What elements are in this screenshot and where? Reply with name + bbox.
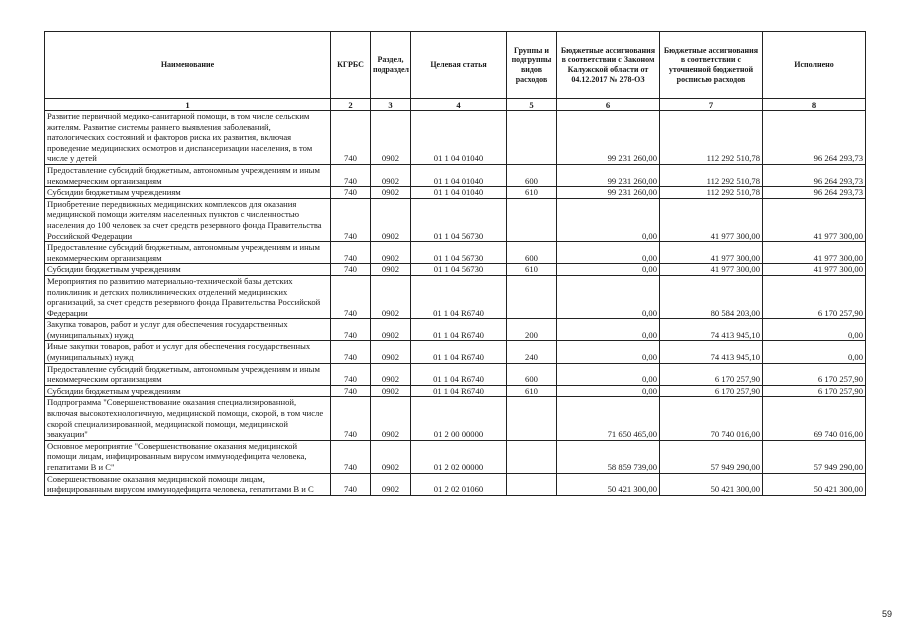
row-assign-refined: 6 170 257,90 (660, 385, 763, 397)
row-kgrbs: 740 (331, 242, 371, 264)
row-assign-law: 0,00 (557, 198, 660, 241)
row-section: 0902 (371, 473, 411, 495)
table-row (45, 341, 866, 363)
row-assign-refined: 57 949 290,00 (660, 440, 763, 473)
row-target: 01 1 04 R6740 (411, 319, 507, 341)
row-assign-law: 0,00 (557, 264, 660, 276)
table-row (45, 164, 866, 186)
row-assign-refined: 6 170 257,90 (660, 363, 763, 385)
row-executed: 96 264 293,73 (763, 164, 866, 186)
table-row (45, 187, 866, 199)
row-assign-refined: 41 977 300,00 (660, 242, 763, 264)
row-kgrbs: 740 (331, 264, 371, 276)
row-executed: 6 170 257,90 (763, 275, 866, 318)
page-number: 59 (881, 609, 892, 619)
row-section: 0902 (371, 198, 411, 241)
table-row (45, 111, 866, 165)
header-assign-refined: Бюджетные ассигнования в соответствии с уточненной бюджетной росписью расходов (660, 32, 763, 99)
table-row (45, 319, 866, 341)
row-target: 01 1 04 R6740 (411, 363, 507, 385)
row-assign-refined: 70 740 016,00 (660, 397, 763, 440)
row-kgrbs: 740 (331, 275, 371, 318)
row-executed: 6 170 257,90 (763, 363, 866, 385)
row-group (507, 397, 557, 440)
table-header-row (45, 32, 866, 99)
row-target: 01 1 04 R6740 (411, 385, 507, 397)
row-name: Мероприятия по развитию материально-технической базы детских поликлиник и детских поликлинических отделений медицинских организаций, за счет средств резервного фонда Правительства Российской Федерации (45, 275, 331, 318)
row-group: 600 (507, 242, 557, 264)
row-group (507, 111, 557, 165)
header-kgrbs: КГРБС (331, 32, 371, 99)
row-name: Подпрограмма "Совершенствование оказания специализированной, включая высокотехнологичную, медицинской помощи, скорой, в том числе скорой специализированной, медицинской помощи, медицинской эвакуации" (45, 397, 331, 440)
row-executed: 50 421 300,00 (763, 473, 866, 495)
row-name: Совершенствование оказания медицинской помощи лицам, инфицированным вирусом иммунодефицита человека, гепатитами В и С (45, 473, 331, 495)
row-executed: 96 264 293,73 (763, 111, 866, 165)
row-section: 0902 (371, 164, 411, 186)
column-number: 2 (331, 99, 371, 111)
row-name: Субсидии бюджетным учреждениям (45, 264, 331, 276)
row-section: 0902 (371, 397, 411, 440)
table-row (45, 440, 866, 473)
row-executed: 0,00 (763, 319, 866, 341)
row-target: 01 1 04 R6740 (411, 275, 507, 318)
row-assign-refined: 50 421 300,00 (660, 473, 763, 495)
row-kgrbs: 740 (331, 111, 371, 165)
column-number: 6 (557, 99, 660, 111)
row-target: 01 1 04 01040 (411, 111, 507, 165)
row-group: 600 (507, 164, 557, 186)
column-number: 8 (763, 99, 866, 111)
table-row (45, 397, 866, 440)
row-executed: 6 170 257,90 (763, 385, 866, 397)
row-assign-refined: 41 977 300,00 (660, 264, 763, 276)
row-section: 0902 (371, 275, 411, 318)
row-name: Закупка товаров, работ и услуг для обеспечения государственных (муниципальных) нужд (45, 319, 331, 341)
column-number-row (45, 99, 866, 111)
header-section: Раздел, подраздел (371, 32, 411, 99)
header-assign-law: Бюджетные ассигнования в соответствии с Законом Калужской области от 04.12.2017 № 278-ОЗ (557, 32, 660, 99)
row-assign-law: 0,00 (557, 363, 660, 385)
row-name: Развитие первичной медико-санитарной помощи, в том числе сельским жителям. Развитие системы раннего выявления заболеваний, патологических состояний и факторов риска их развития, включая проведение медицинских осмотров и диспансеризации населения, в том числе у детей (45, 111, 331, 165)
row-name: Основное мероприятие "Совершенствование оказания медицинской помощи лицам, инфицированным вирусом иммунодефицита человека, гепатитами В и С" (45, 440, 331, 473)
row-executed: 57 949 290,00 (763, 440, 866, 473)
column-number: 3 (371, 99, 411, 111)
row-section: 0902 (371, 440, 411, 473)
table-row (45, 385, 866, 397)
row-assign-law: 0,00 (557, 275, 660, 318)
row-target: 01 2 02 00000 (411, 440, 507, 473)
row-section: 0902 (371, 242, 411, 264)
row-assign-refined: 112 292 510,78 (660, 187, 763, 199)
row-kgrbs: 740 (331, 187, 371, 199)
row-kgrbs: 740 (331, 363, 371, 385)
row-assign-law: 0,00 (557, 242, 660, 264)
header-executed: Исполнено (763, 32, 866, 99)
row-kgrbs: 740 (331, 341, 371, 363)
row-target: 01 2 00 00000 (411, 397, 507, 440)
row-kgrbs: 740 (331, 440, 371, 473)
row-section: 0902 (371, 187, 411, 199)
row-target: 01 1 04 56730 (411, 198, 507, 241)
budget-table (44, 31, 866, 496)
row-name: Предоставление субсидий бюджетным, автономным учреждениям и иным некоммерческим организациям (45, 164, 331, 186)
row-assign-law: 0,00 (557, 341, 660, 363)
row-assign-law: 71 650 465,00 (557, 397, 660, 440)
row-assign-refined: 80 584 203,00 (660, 275, 763, 318)
row-assign-refined: 41 977 300,00 (660, 198, 763, 241)
column-number: 4 (411, 99, 507, 111)
row-section: 0902 (371, 111, 411, 165)
row-kgrbs: 740 (331, 385, 371, 397)
row-assign-law: 58 859 739,00 (557, 440, 660, 473)
row-kgrbs: 740 (331, 473, 371, 495)
row-group: 610 (507, 385, 557, 397)
row-group (507, 440, 557, 473)
row-assign-law: 50 421 300,00 (557, 473, 660, 495)
row-target: 01 1 04 01040 (411, 187, 507, 199)
row-target: 01 1 04 01040 (411, 164, 507, 186)
row-executed: 41 977 300,00 (763, 198, 866, 241)
table-row (45, 275, 866, 318)
row-assign-refined: 112 292 510,78 (660, 111, 763, 165)
row-section: 0902 (371, 385, 411, 397)
row-kgrbs: 740 (331, 198, 371, 241)
row-section: 0902 (371, 363, 411, 385)
table-row (45, 363, 866, 385)
table-body (45, 111, 866, 496)
row-name: Субсидии бюджетным учреждениям (45, 187, 331, 199)
row-group: 610 (507, 264, 557, 276)
row-name: Приобретение передвижных медицинских комплексов для оказания медицинской помощи жителям населенных пунктов с численностью населения до 100 человек за счет средств резервного фонда Правительства Российской Федерации (45, 198, 331, 241)
row-section: 0902 (371, 319, 411, 341)
row-group: 200 (507, 319, 557, 341)
row-assign-refined: 74 413 945,10 (660, 341, 763, 363)
header-groups: Группы и подгруппы видов расходов (507, 32, 557, 99)
row-assign-law: 0,00 (557, 319, 660, 341)
row-target: 01 1 04 R6740 (411, 341, 507, 363)
row-group: 600 (507, 363, 557, 385)
row-kgrbs: 740 (331, 397, 371, 440)
row-executed: 41 977 300,00 (763, 242, 866, 264)
row-group (507, 198, 557, 241)
row-assign-refined: 112 292 510,78 (660, 164, 763, 186)
row-name: Предоставление субсидий бюджетным, автономным учреждениям и иным некоммерческим организациям (45, 363, 331, 385)
row-name: Предоставление субсидий бюджетным, автономным учреждениям и иным некоммерческим организациям (45, 242, 331, 264)
row-section: 0902 (371, 264, 411, 276)
row-assign-law: 99 231 260,00 (557, 164, 660, 186)
row-target: 01 1 04 56730 (411, 242, 507, 264)
row-executed: 41 977 300,00 (763, 264, 866, 276)
row-kgrbs: 740 (331, 319, 371, 341)
row-section: 0902 (371, 341, 411, 363)
row-group (507, 275, 557, 318)
row-kgrbs: 740 (331, 164, 371, 186)
header-target: Целевая статья (411, 32, 507, 99)
row-assign-law: 99 231 260,00 (557, 187, 660, 199)
column-number: 1 (45, 99, 331, 111)
column-number: 5 (507, 99, 557, 111)
row-assign-law: 0,00 (557, 385, 660, 397)
header-name: Наименование (45, 32, 331, 99)
row-target: 01 2 02 01060 (411, 473, 507, 495)
row-executed: 0,00 (763, 341, 866, 363)
row-group: 240 (507, 341, 557, 363)
row-group (507, 473, 557, 495)
row-assign-law: 99 231 260,00 (557, 111, 660, 165)
column-number: 7 (660, 99, 763, 111)
row-executed: 96 264 293,73 (763, 187, 866, 199)
table-row (45, 198, 866, 241)
row-name: Субсидии бюджетным учреждениям (45, 385, 331, 397)
table-row (45, 264, 866, 276)
row-group: 610 (507, 187, 557, 199)
row-executed: 69 740 016,00 (763, 397, 866, 440)
table-row (45, 242, 866, 264)
row-name: Иные закупки товаров, работ и услуг для обеспечения государственных (муниципальных) нужд (45, 341, 331, 363)
table-row (45, 473, 866, 495)
row-assign-refined: 74 413 945,10 (660, 319, 763, 341)
row-target: 01 1 04 56730 (411, 264, 507, 276)
